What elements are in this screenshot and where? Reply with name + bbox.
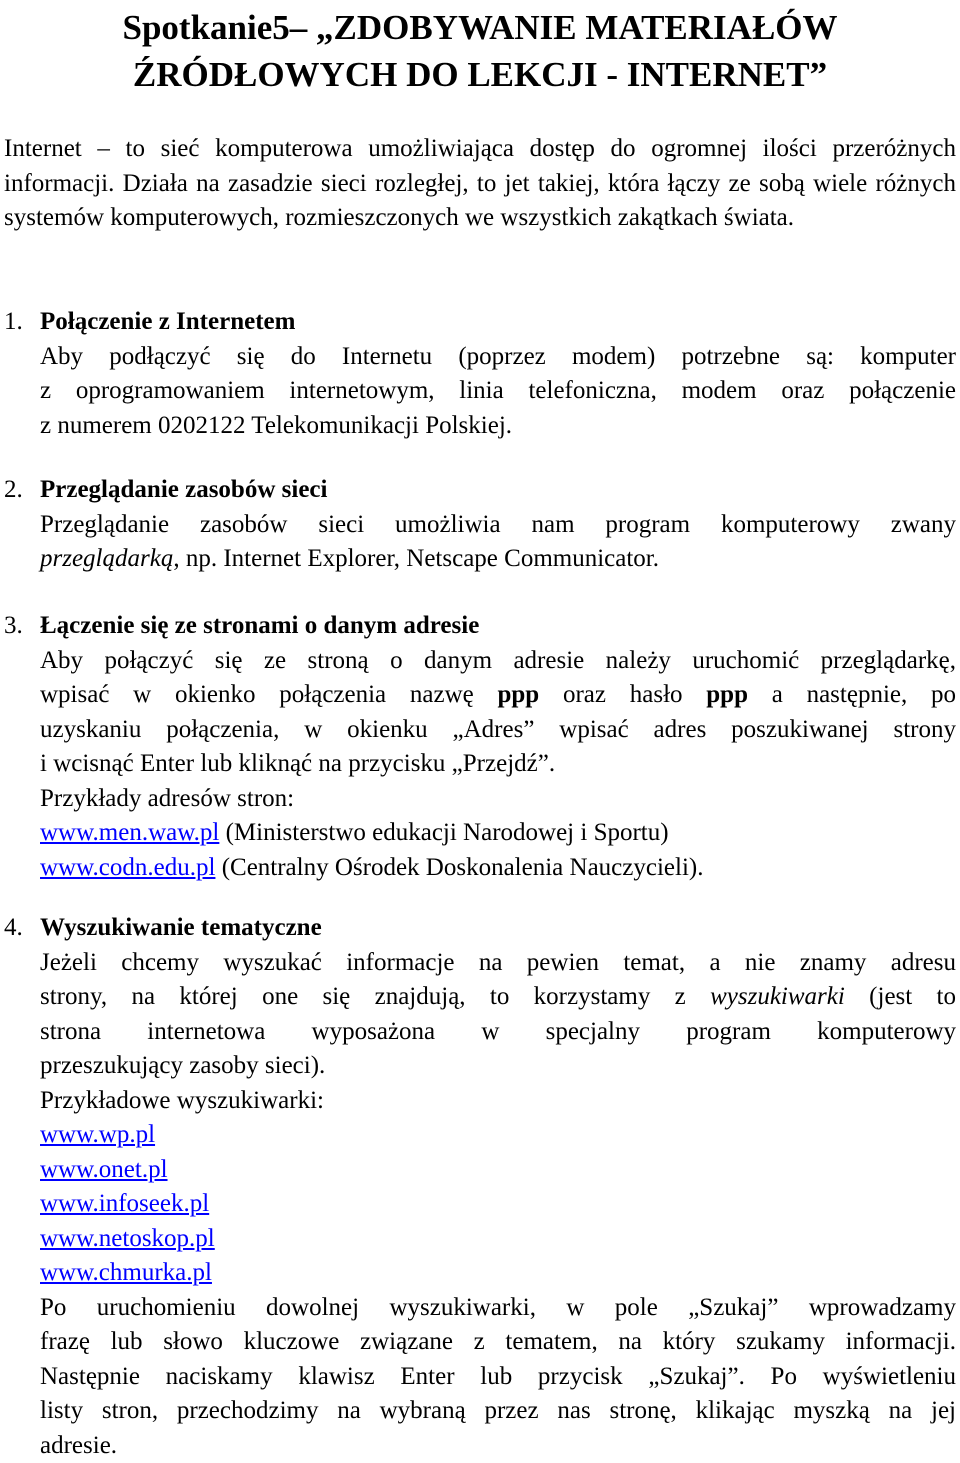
text-fragment: (jest to: [845, 983, 956, 1010]
section-4-title: Wyszukiwanie tematyczne: [40, 911, 322, 946]
section-2-number: 2.: [4, 473, 23, 508]
engines-label: Przykładowe wyszukiwarki:: [40, 1084, 956, 1119]
section-4-line: przeszukujący zasoby sieci).: [40, 1049, 956, 1084]
section-4-paragraph-line: Po uruchomieniu dowolnej wyszukiwarki, w pole „Szukaj” wprowadzamy: [40, 1291, 956, 1326]
browser-term: przeglądarką: [40, 545, 173, 572]
text-fragment: strony, na której one się znajdują, to korzystamy z: [40, 983, 710, 1010]
link-wp[interactable]: www.wp.pl: [40, 1121, 155, 1148]
title-line-1: Spotkanie5– „ZDOBYWANIE MATERIAŁÓW: [0, 4, 960, 51]
section-2: [0, 473, 960, 577]
section-4-line: [40, 980, 956, 1015]
section-1-title: Połączenie z Internetem: [40, 305, 295, 340]
engine-item: [40, 1153, 956, 1188]
login-name: ppp: [498, 681, 540, 708]
examples-label: Przykłady adresów stron:: [40, 782, 956, 817]
section-4-paragraph-line: Następnie naciskamy klawisz Enter lub przycisk „Szukaj”. Po wyświetleniu: [40, 1360, 956, 1395]
engine-item: [40, 1256, 956, 1291]
section-3-body: [40, 644, 956, 886]
link-onet[interactable]: www.onet.pl: [40, 1156, 168, 1183]
engine-item: [40, 1222, 956, 1257]
section-3-title: Łączenie się ze stronami o danym adresie: [40, 609, 479, 644]
link-description: (Centralny Ośrodek Doskonalenia Nauczycieli).: [215, 854, 703, 881]
section-1-line: z oprogramowaniem internetowym, linia telefoniczna, modem oraz połączenie: [40, 374, 956, 409]
section-4-line: strona internetowa wyposażona w specjalny program komputerowy: [40, 1015, 956, 1050]
document-title: [0, 4, 960, 98]
section-3-line: [40, 678, 956, 713]
text-fragment: wpisać w okienko połączenia nazwę: [40, 681, 498, 708]
section-4-line: Jeżeli chcemy wyszukać informacje na pewien temat, a nie znamy adresu: [40, 946, 956, 981]
text-fragment: a następnie, po: [748, 681, 956, 708]
link-codn[interactable]: www.codn.edu.pl: [40, 854, 215, 881]
section-3-line: Aby połączyć się ze stroną o danym adresie należy uruchomić przeglądarkę,: [40, 644, 956, 679]
example-address: [40, 851, 956, 886]
section-2-heading: [0, 473, 960, 508]
search-engine-term: wyszukiwarki: [710, 983, 845, 1010]
link-netoskop[interactable]: www.netoskop.pl: [40, 1225, 215, 1252]
section-2-title: Przeglądanie zasobów sieci: [40, 473, 327, 508]
link-infoseek[interactable]: www.infoseek.pl: [40, 1190, 209, 1217]
section-3-line: i wcisnąć Enter lub kliknąć na przycisku „Przejdź”.: [40, 747, 956, 782]
section-3-heading: [0, 609, 960, 644]
link-description: (Ministerstwo edukacji Narodowej i Sportu): [219, 819, 668, 846]
section-1: [0, 305, 960, 443]
engine-item: [40, 1118, 956, 1153]
link-men[interactable]: www.men.waw.pl: [40, 819, 219, 846]
engine-item: [40, 1187, 956, 1222]
section-1-number: 1.: [4, 305, 23, 340]
section-1-body: [40, 340, 956, 444]
section-4-paragraph-line: frazę lub słowo kluczowe związane z tematem, na który szukamy informacji.: [40, 1325, 956, 1360]
title-line-2: ŹRÓDŁOWYCH DO LEKCJI - INTERNET”: [0, 51, 960, 98]
section-2-line: [40, 542, 956, 577]
section-4-heading: [0, 911, 960, 946]
section-1-heading: [0, 305, 960, 340]
section-1-line: z numerem 0202122 Telekomunikacji Polskiej.: [40, 409, 956, 444]
link-chmurka[interactable]: www.chmurka.pl: [40, 1259, 212, 1286]
section-2-body: [40, 508, 956, 577]
login-password: ppp: [706, 681, 748, 708]
section-4-number: 4.: [4, 911, 23, 946]
section-3-number: 3.: [4, 609, 23, 644]
section-4-paragraph-line: adresie.: [40, 1429, 956, 1463]
section-4: [0, 911, 960, 1463]
example-address: [40, 816, 956, 851]
intro-paragraph: Internet – to sieć komputerowa umożliwiająca dostęp do ogromnej ilości przeróżnych informacji. Działa na zasadzie sieci rozległej, to jet takiej, która łączy ze sobą wiele różnych systemów komputerowych, rozmieszczonych we wszystkich zakątkach świata.: [4, 132, 956, 236]
section-3: [0, 609, 960, 885]
section-4-body: [40, 946, 956, 1463]
section-1-line: Aby podłączyć się do Internetu (poprzez modem) potrzebne są: komputer: [40, 340, 956, 375]
section-2-line: Przeglądanie zasobów sieci umożliwia nam program komputerowy zwany: [40, 508, 956, 543]
browser-examples: , np. Internet Explorer, Netscape Communicator.: [173, 545, 659, 572]
text-fragment: oraz hasło: [539, 681, 706, 708]
section-4-paragraph-line: listy stron, przechodzimy na wybraną przez nas stronę, klikając myszką na jej: [40, 1394, 956, 1429]
section-3-line: uzyskaniu połączenia, w okienku „Adres” wpisać adres poszukiwanej strony: [40, 713, 956, 748]
